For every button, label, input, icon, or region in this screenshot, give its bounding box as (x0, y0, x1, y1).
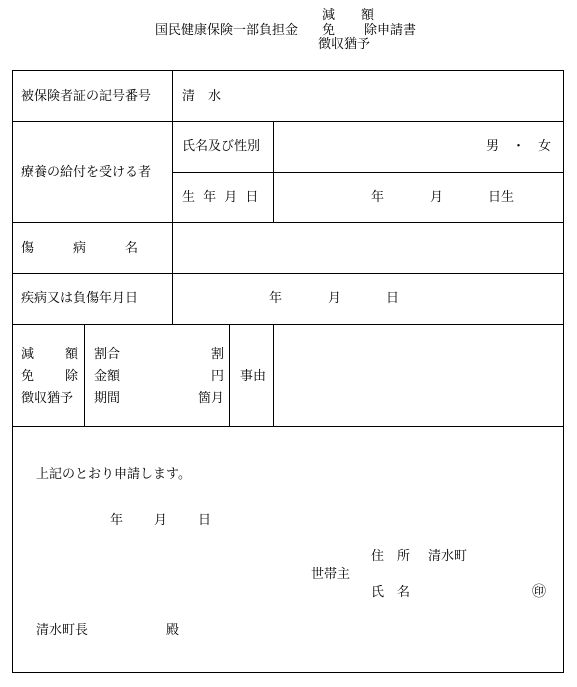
application-statement: 上記のとおり申請します。 (36, 467, 191, 482)
amount-unit: 円 (211, 369, 225, 384)
column-divider (273, 121, 274, 223)
title-suffix: 除申請書 (364, 23, 417, 38)
gender-options[interactable]: 男 ・ 女 (486, 139, 552, 154)
row-divider (12, 273, 564, 274)
type-deferral[interactable]: 徴収猶予 (21, 391, 74, 406)
dob-day-unit: 日生 (488, 190, 515, 205)
title-option-reduction: 減 額 (322, 8, 375, 23)
row-divider (12, 222, 564, 223)
onset-year-unit: 年 (269, 291, 283, 306)
dob-year-unit: 年 (371, 190, 385, 205)
title-prefix: 国民健康保険一部負担金 (155, 23, 299, 38)
care-recipient-label: 療養の給付を受ける者 (21, 165, 152, 180)
amount-label: 金額 (94, 369, 121, 384)
applicant-name-label: 氏 名 (371, 585, 411, 600)
address-value[interactable]: 清水町 (428, 549, 468, 564)
row-divider (12, 426, 564, 427)
period-unit: 箇月 (198, 391, 225, 406)
reason-label: 事由 (240, 369, 267, 384)
row-divider (172, 172, 564, 173)
disease-name-field[interactable] (176, 226, 560, 269)
application-day-unit: 日 (198, 513, 212, 528)
honorific: 殿 (166, 623, 180, 638)
onset-date-label: 疾病又は負傷年月日 (21, 291, 139, 306)
type-exemption-a[interactable]: 免 (21, 369, 35, 384)
seal-mark: ㊞ (532, 584, 546, 600)
onset-month-unit: 月 (328, 291, 342, 306)
row-divider (12, 324, 564, 325)
address-label: 住 所 (371, 549, 411, 564)
rate-unit: 割 (211, 347, 225, 362)
rate-label: 割合 (94, 347, 121, 362)
disease-name-label: 傷 病 名 (21, 241, 139, 256)
insurance-number-label: 被保険者証の記号番号 (21, 89, 152, 104)
name-gender-label: 氏名及び性別 (182, 139, 261, 154)
column-divider (229, 324, 230, 426)
period-label: 期間 (94, 391, 121, 406)
title-option-exemption: 免 (322, 23, 336, 38)
application-year-unit: 年 (110, 513, 124, 528)
title-option-deferral: 徴収猶予 (318, 37, 371, 52)
reason-field[interactable] (278, 328, 560, 422)
type-reduction-b[interactable]: 額 (65, 347, 79, 362)
type-reduction-a[interactable]: 減 (21, 347, 35, 362)
application-month-unit: 月 (154, 513, 168, 528)
column-divider (84, 324, 85, 426)
addressee: 清水町長 (36, 623, 89, 638)
date-of-birth-label: 生 年 月 日 (182, 190, 261, 205)
insurance-number-value[interactable]: 清 水 (182, 89, 222, 104)
row-divider (12, 121, 564, 122)
onset-day-unit: 日 (386, 291, 400, 306)
householder-label: 世帯主 (311, 567, 351, 582)
type-exemption-b[interactable]: 除 (65, 369, 79, 384)
column-divider (172, 70, 173, 325)
column-divider (273, 324, 274, 426)
dob-month-unit: 月 (430, 190, 444, 205)
